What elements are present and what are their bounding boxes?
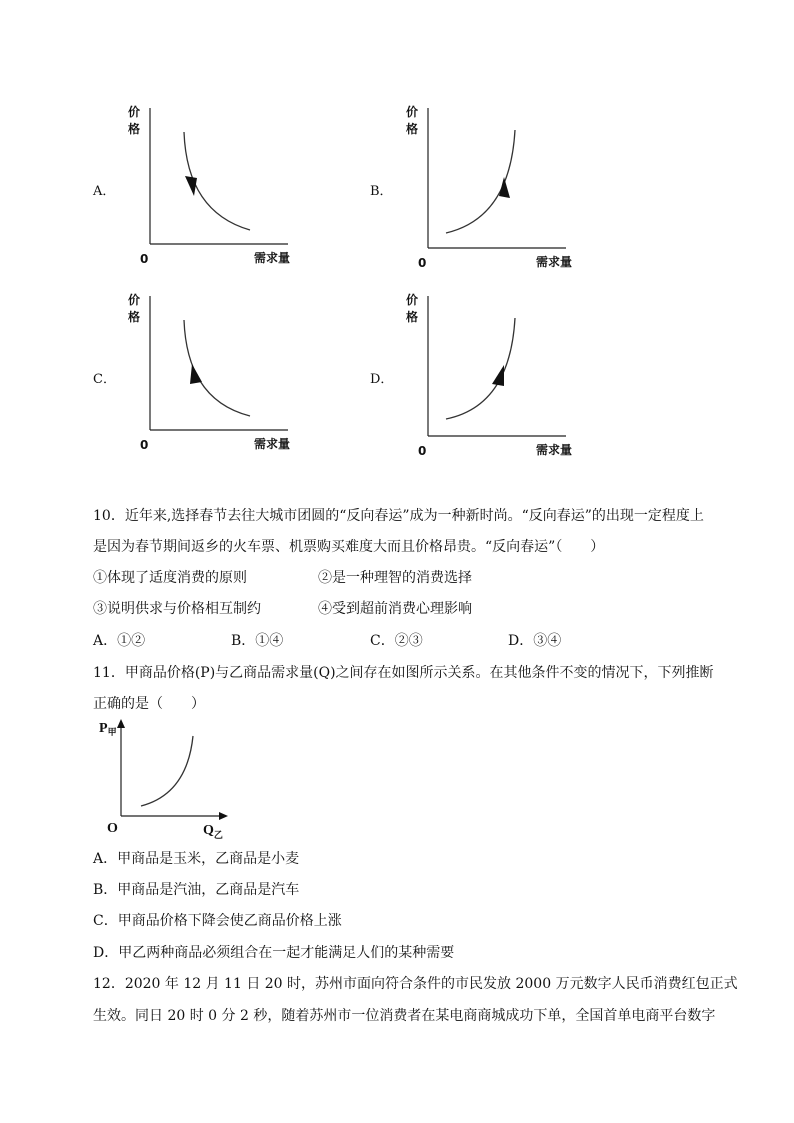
origin-label: 0 [418, 256, 427, 270]
chart-c [120, 288, 320, 458]
q10-item-1: ①体现了适度消费的原则 [93, 570, 247, 586]
q11-option-a[interactable]: A．甲商品是玉米，乙商品是小麦 [93, 851, 300, 867]
q10-option-a[interactable]: A．①② [93, 633, 146, 649]
q10-item-3: ③说明供求与价格相互制约 [93, 601, 261, 617]
y-label-char2: 格 [406, 122, 419, 136]
origin-label: 0 [140, 438, 149, 452]
origin-label: O [107, 821, 118, 836]
chart-b [398, 100, 598, 270]
y-label-char2: 格 [406, 310, 419, 324]
y-label-char1: 价 [128, 293, 141, 307]
q11-chart [95, 716, 245, 842]
option-letter: C． [93, 372, 116, 387]
chart-d [398, 288, 598, 458]
demand-curve [446, 318, 515, 419]
option-letter: B． [370, 184, 393, 199]
option-letter: D． [370, 372, 394, 387]
x-label: 需求量 [536, 443, 573, 457]
q10-item-2: ②是一种理智的消费选择 [318, 570, 472, 586]
q10-stem-line1: 10．近年来,选择春节去往大城市团圆的“反向春运”成为一种新时尚。“反向春运”的出现一定程度上 [93, 508, 704, 524]
relation-curve [141, 736, 193, 806]
y-label: $P_甲$ [99, 721, 117, 737]
q11-option-b[interactable]: B．甲商品是汽油，乙商品是汽车 [93, 882, 300, 898]
curve-arrow [492, 365, 504, 386]
y-label-char2: 格 [128, 310, 141, 324]
q10-stem-line2: 是因为春节期间返乡的火车票、机票购买难度大而且价格昂贵。“反向春运”（ ） [93, 539, 605, 555]
y-label-char1: 价 [406, 105, 419, 119]
option-letter: A． [93, 184, 116, 199]
q10-option-b[interactable]: B．①④ [231, 633, 284, 649]
x-label: 需求量 [254, 251, 291, 265]
q12-stem-line1: 12．2020 年 12 月 11 日 20 时，苏州市面向符合条件的市民发放 2000 万元数字人民币消费红包正式 [93, 976, 738, 992]
curve-arrow [499, 177, 510, 198]
curve-arrow [185, 176, 197, 196]
origin-label: 0 [418, 444, 427, 458]
x-label: $Q_乙$ [203, 823, 223, 840]
x-label: 需求量 [536, 255, 573, 269]
q11-stem-line2: 正确的是（ ） [93, 696, 205, 712]
y-label-char2: 格 [128, 122, 141, 136]
q11-option-d[interactable]: D．甲乙两种商品必须组合在一起才能满足人们的某种需要 [93, 945, 455, 961]
y-label-char1: 价 [128, 105, 141, 119]
q10-option-c[interactable]: C．②③ [370, 633, 423, 649]
origin-label: 0 [140, 252, 149, 266]
q10-option-d[interactable]: D．③④ [508, 633, 562, 649]
q10-item-4: ④受到超前消费心理影响 [318, 601, 472, 617]
x-axis-arrow [219, 812, 228, 820]
q12-stem-line2: 生效。同日 20 时 0 分 2 秒，随着苏州市一位消费者在某电商商城成功下单，全国首单电商平台数字 [93, 1008, 716, 1024]
chart-a [120, 100, 320, 270]
y-label-char1: 价 [406, 293, 419, 307]
y-axis-arrow [117, 719, 125, 728]
q11-option-c[interactable]: C．甲商品价格下降会使乙商品价格上涨 [93, 913, 342, 929]
x-label: 需求量 [254, 437, 291, 451]
curve-arrow [190, 364, 202, 384]
q11-stem-line1: 11．甲商品价格(P)与乙商品需求量(Q)之间存在如图所示关系。在其他条件不变的情况下，下列推断 [93, 665, 714, 681]
